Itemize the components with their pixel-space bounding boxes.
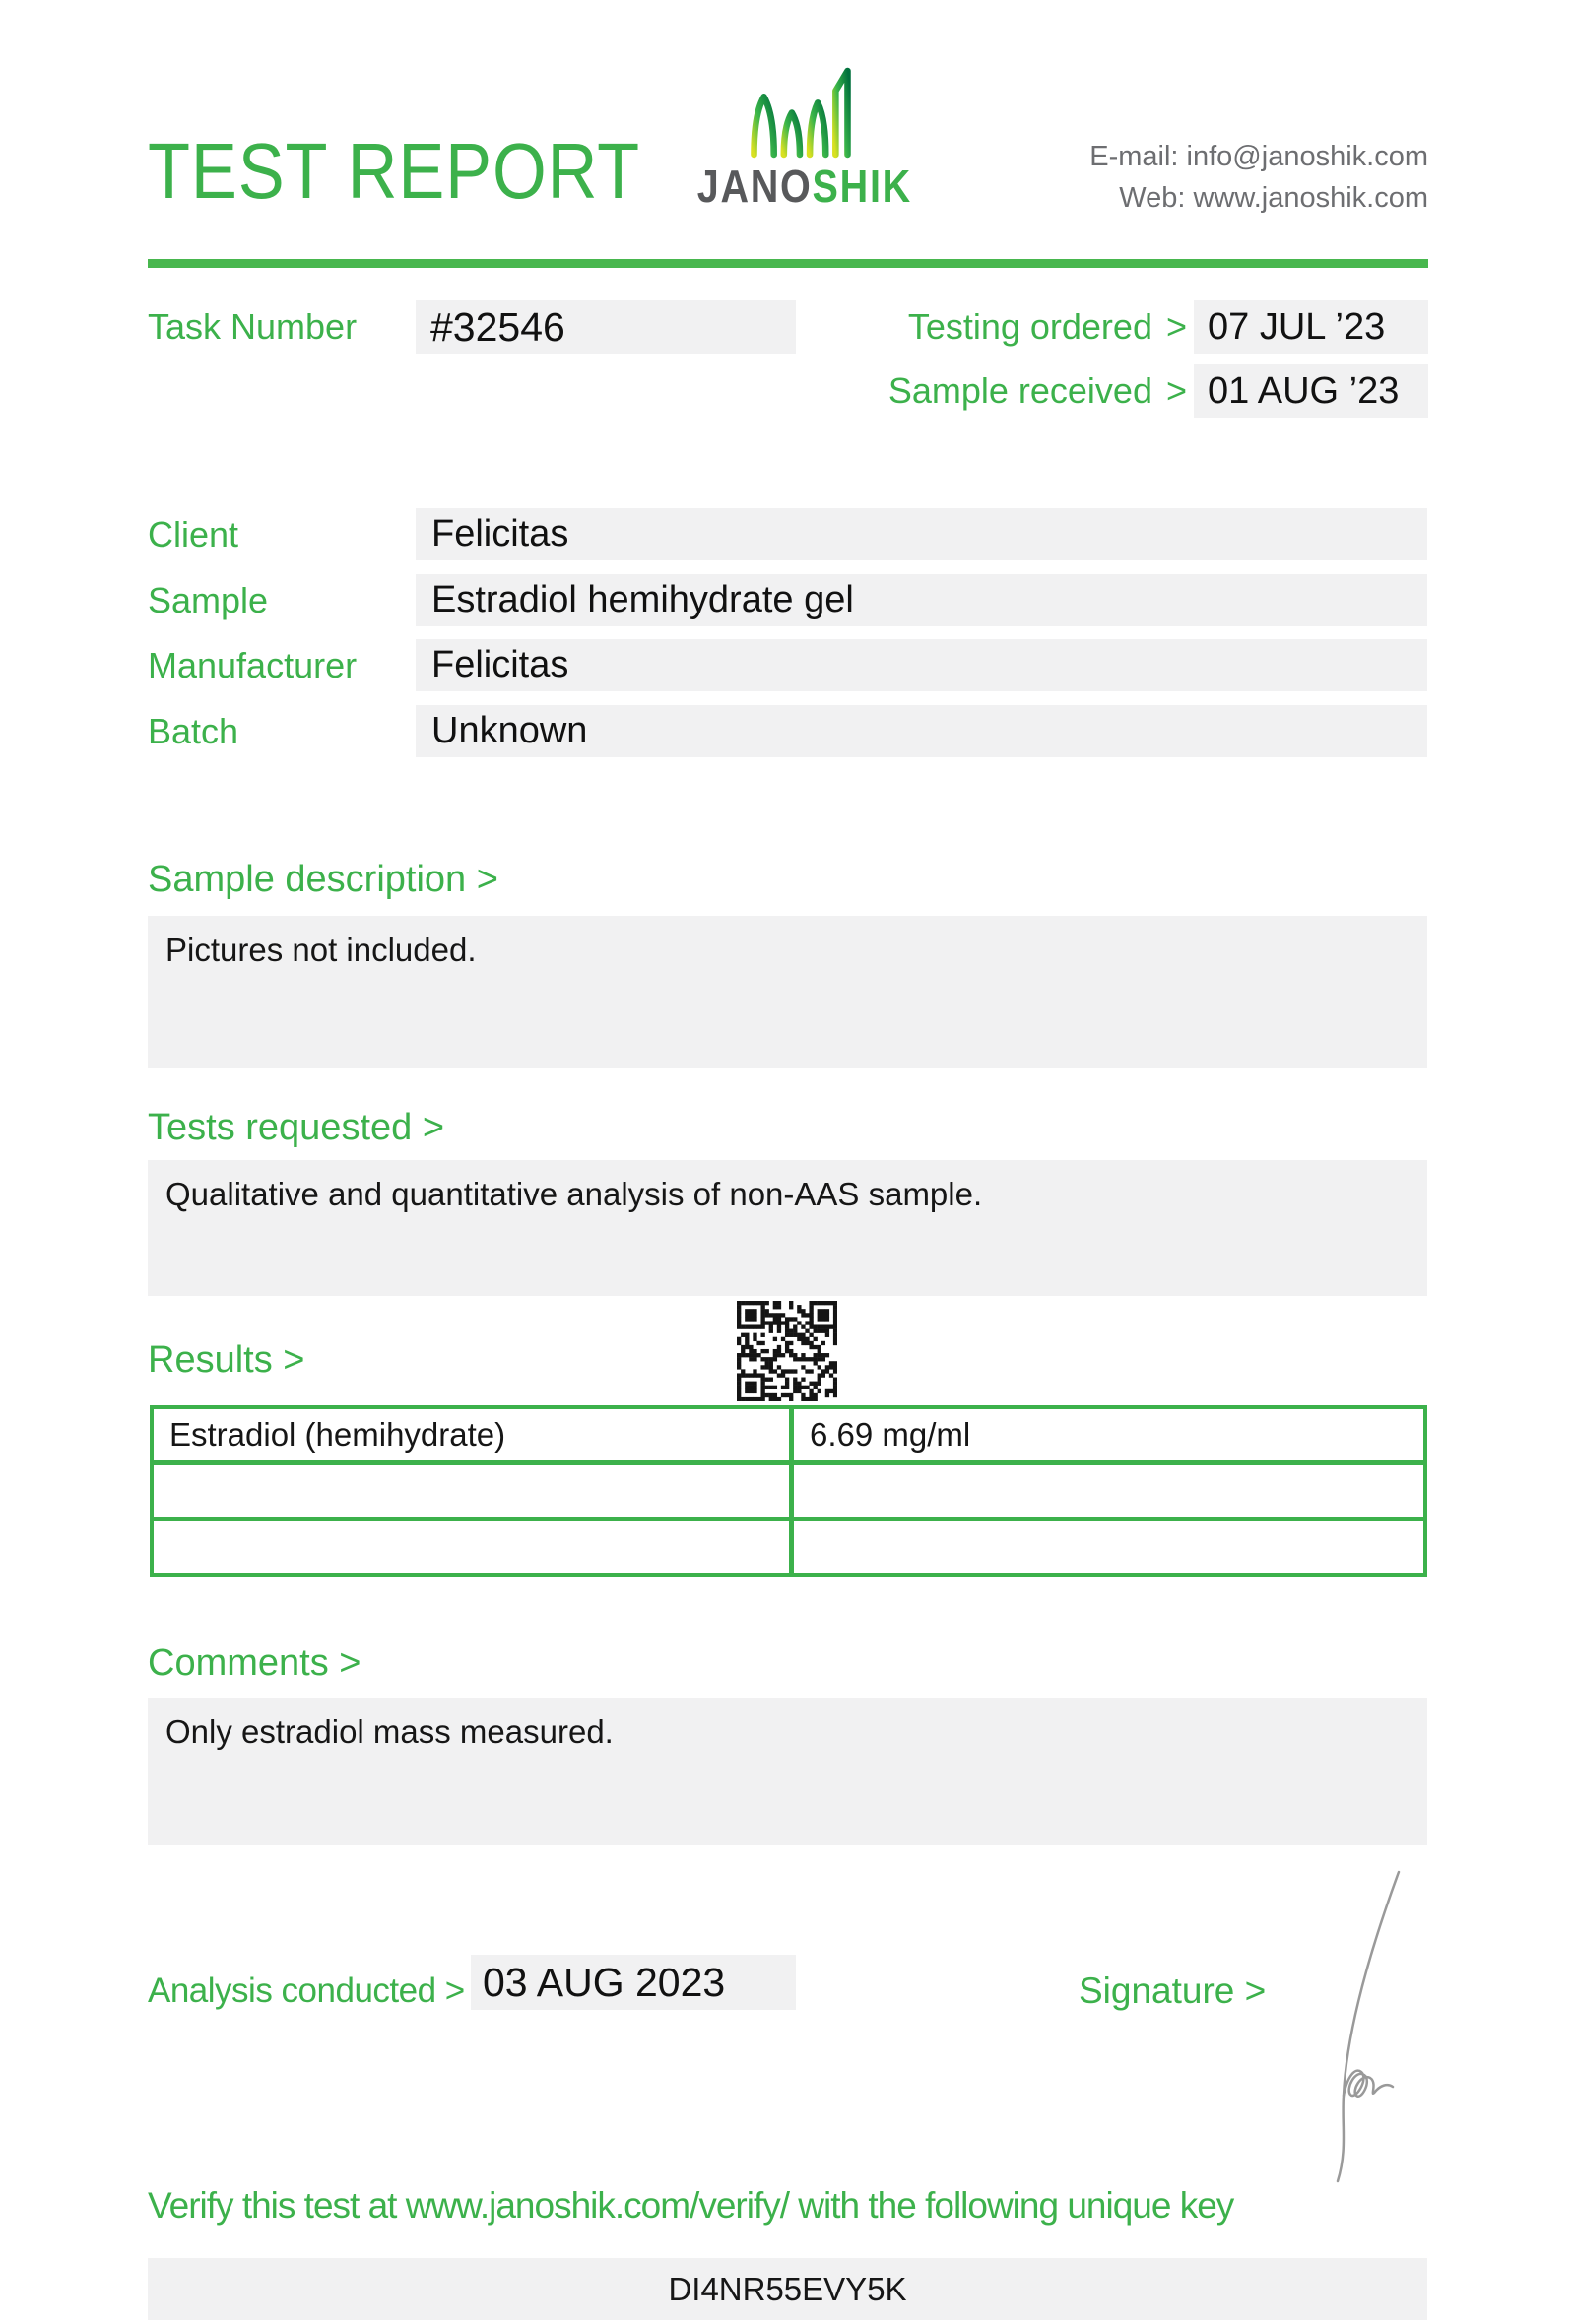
manufacturer-label: Manufacturer [148, 645, 358, 685]
sample-received-row [867, 364, 1187, 418]
testing-ordered-field [1194, 300, 1428, 354]
sample-field [416, 574, 1427, 626]
sample-received-field [1194, 364, 1428, 418]
result-empty-cell [154, 1465, 789, 1517]
manufacturer-field [416, 639, 1427, 691]
contact-info [1089, 136, 1428, 219]
batch-value: Unknown [431, 710, 588, 751]
result-empty-cell [794, 1465, 1423, 1517]
comments-box [148, 1698, 1427, 1845]
task-number-value: #32546 [430, 304, 565, 350]
client-value: Felicitas [431, 513, 569, 554]
task-number-field [416, 300, 796, 354]
tests-requested-heading: Tests requested > [148, 1107, 445, 1148]
result-empty-cell [794, 1521, 1423, 1573]
sample-label: Sample [148, 580, 269, 620]
tests-requested-box [148, 1160, 1427, 1296]
task-number-label: Task Number [148, 306, 358, 347]
result-value-cell: 6.69 mg/ml [794, 1409, 1423, 1460]
verify-instruction: Verify this test at www.janoshik.com/verify/ with the following unique key [148, 2185, 1234, 2226]
qr-code-icon [737, 1301, 837, 1401]
analysis-date-value: 03 AUG 2023 [483, 1960, 726, 2005]
client-label: Client [148, 514, 239, 554]
page-title: TEST REPORT [148, 127, 640, 215]
sample-received-label: Sample received [887, 370, 1152, 411]
analysis-date-field [471, 1955, 796, 2010]
unique-key-value: DI4NR55EVY5K [668, 2271, 907, 2307]
contact-web: Web: www.janoshik.com [1119, 182, 1428, 214]
contact-email: E-mail: info@janoshik.com [1089, 141, 1428, 172]
analysis-conducted-label: Analysis conducted > [148, 1971, 465, 2010]
client-field [416, 508, 1427, 560]
batch-field [416, 705, 1427, 757]
signature-scribble [1251, 1864, 1428, 2189]
brand-logo [680, 65, 926, 213]
results-heading: Results > [148, 1339, 305, 1381]
results-table [150, 1405, 1427, 1577]
chart-peaks-icon [744, 65, 862, 160]
sample-received-arrow: > [1165, 370, 1187, 411]
sample-description-text: Pictures not included. [165, 932, 477, 968]
signature-label: Signature > [1079, 1970, 1267, 2011]
tests-requested-text: Qualitative and quantitative analysis of non-AAS sample. [165, 1176, 983, 1212]
manufacturer-value: Felicitas [431, 644, 569, 685]
result-empty-cell [154, 1521, 789, 1573]
testing-ordered-label: Testing ordered [907, 306, 1152, 347]
brand-name: JANOSHIK [696, 161, 912, 212]
sample-value: Estradiol hemihydrate gel [431, 579, 854, 620]
unique-key-box [148, 2258, 1427, 2320]
testing-ordered-value: 07 JUL ’23 [1208, 306, 1386, 348]
testing-ordered-arrow: > [1165, 306, 1187, 347]
comments-heading: Comments > [148, 1643, 361, 1684]
result-analyte-cell: Estradiol (hemihydrate) [154, 1409, 789, 1460]
header-divider [148, 259, 1428, 268]
sample-description-heading: Sample description > [148, 859, 498, 900]
comments-text: Only estradiol mass measured. [165, 1713, 614, 1750]
sample-description-box [148, 916, 1427, 1068]
testing-ordered-row [867, 300, 1187, 354]
batch-label: Batch [148, 711, 239, 751]
sample-received-value: 01 AUG ’23 [1208, 370, 1400, 412]
